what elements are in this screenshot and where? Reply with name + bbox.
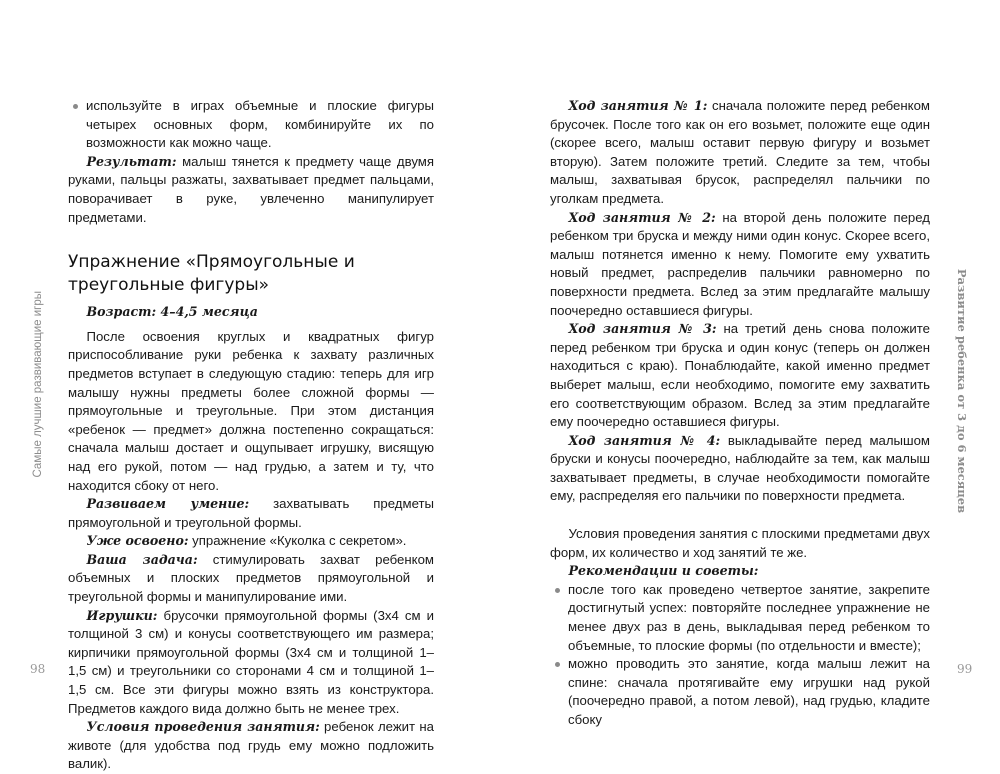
exercise-title: Упражнение «Прямоугольные и треугольные фигуры» (68, 252, 355, 296)
skill-paragraph (68, 495, 434, 532)
step2-paragraph (550, 209, 930, 321)
left-page-number: 98 (30, 662, 46, 676)
step1-label: Ход занятия № 1: (568, 98, 708, 113)
result-label: Результат: (86, 153, 177, 169)
skill-text: захватывать предметы прямоугольной и треугольной формы. (68, 496, 434, 530)
step4-paragraph (550, 432, 930, 506)
result-paragraph (68, 153, 434, 227)
left-page (0, 0, 500, 772)
step3-text: на третий день снова положите перед ребенком три бруска и один конус (теперь он должен находиться с краю). Понаблюдайте, какой именно предмет выберет малыш, если необходимо, помогите ему захватить его соответствующим образом. Вслед за этим предлагайте ему поочередно оставшиеся фигуры. (550, 321, 930, 430)
toys-label: Игрушки: (86, 607, 158, 623)
flat-shapes-paragraph: Условия проведения занятия с плоскими предметами двух форм, их количество и ход занятий те же. (550, 526, 930, 560)
result-text: малыш тянется к предмету чаще двумя руками, пальцы разжаты, захватывает предмет пальцами, поворачивает в руке, увлеченно манипулирует предметами. (68, 153, 434, 225)
step2-text: на второй день положите перед ребенком три бруска и между ними один конус. Скорее всего, малыш потянется именно к нему. Помогите ему ухватить новый предмет, распределив пальчики равномерно по поверхности предмета. Вслед за этим предлагайте малышу поочередно оставшиеся фигуры. (550, 209, 931, 318)
step1-paragraph (550, 97, 930, 209)
tips-heading (550, 562, 930, 581)
step4-label: Ход занятия № 4: (568, 432, 721, 448)
running-head-text: Самые лучшие развивающие игры (32, 290, 44, 478)
tips-label: Рекомендации и советы: (568, 563, 759, 579)
mastered-paragraph (68, 532, 434, 551)
running-head-text-right: Развитие ребенка от 3 до 6 месяцев (955, 268, 970, 514)
conditions-paragraph (68, 718, 434, 774)
conditions-label: Условия проведения занятия: (86, 719, 320, 735)
step3-paragraph (550, 320, 930, 432)
tip-bullet-1: после того как проведено четвертое занятие, закрепите достигнутый успех: повторяйте последнее упражнение не менее двух раз в день, выкладывая перед ребенком то объемные, то плоские формы (по отдельности и вместе); (550, 581, 930, 655)
left-text-column (68, 97, 434, 774)
conditions-text: ребенок лежит на животе (для удобства под грудь ему можно подложить валик). (68, 719, 434, 772)
right-page (500, 0, 1000, 769)
paragraph-gap (550, 506, 930, 525)
right-page-number: 99 (957, 662, 973, 676)
toys-text: брусочки прямоугольной формы (3х4 см и толщиной 3 см) и конусы соответствующего им размера; кирпичики прямоугольной формы (3х4 см и толщиной 1–1,5 см) и треугольники со сторонами 4 см и толщиной 1–1,5 см. Все эти фигуры можно взять из конструктора. Предметов каждого вида должно быть не менее трех. (68, 607, 434, 716)
skill-label: Развиваем умение: (86, 496, 250, 512)
tip-bullet-2: можно проводить это занятие, когда малыш лежит на спине: сначала протягивайте ему игрушки над рукой (поочередно правой, а потом левой), над грудью, кладите сбоку (550, 655, 930, 729)
age-label: Возраст: 4–4,5 месяца (86, 304, 258, 320)
step1-text: сначала положите перед ребенком брусочек. После того как он его возьмет, положите еще один (скорее всего, малыш оставит первую фигуру и возьмет вторую). Затем положите третий. Следите за тем, чтобы малыш, захватывая брусок, распределял пальчики по уголкам предмета. (550, 98, 930, 206)
task-text: стимулировать захват ребенком объемных и плоских предметов прямоугольной и треугольной формы и манипулирование ими. (68, 551, 434, 605)
step4-text: выкладывайте перед малышом бруски и конусы поочередно, наблюдайте за тем, как малыш захватывает предметы, в случае необходимости помогайте ему, распределяя его пальчики по поверхности предмета. (550, 432, 931, 504)
bullet-item: используйте в играх объемные и плоские фигуры четырех основных форм, комбинируйте их по возможности как можно чаще. (68, 97, 434, 153)
age-line (68, 303, 434, 322)
step3-label: Ход занятия № 3: (568, 321, 717, 337)
toys-paragraph (68, 607, 434, 719)
right-text-column (550, 97, 930, 730)
task-paragraph (68, 551, 434, 607)
mastered-label: Уже освоено: (86, 533, 189, 549)
intro-paragraph: После освоения круглых и квадратных фигур приспособливание руки ребенка к захвату различных предметов вступает в следующую стадию: теперь для игр малышу нужны предметы более сложной формы — прямоугольные и треугольные. При этом дистанция «ребенок — предмет» должна постепенно сокращаться: сначала малыш достает и ощупывает игрушку, висящую над его рукой, потом — над грудью, а затем и ту, что находится сбоку от него. (68, 328, 434, 493)
task-label: Ваша задача: (86, 551, 198, 567)
mastered-text: упражнение «Куколка с секретом». (188, 533, 407, 549)
step2-label: Ход занятия № 2: (568, 209, 716, 225)
